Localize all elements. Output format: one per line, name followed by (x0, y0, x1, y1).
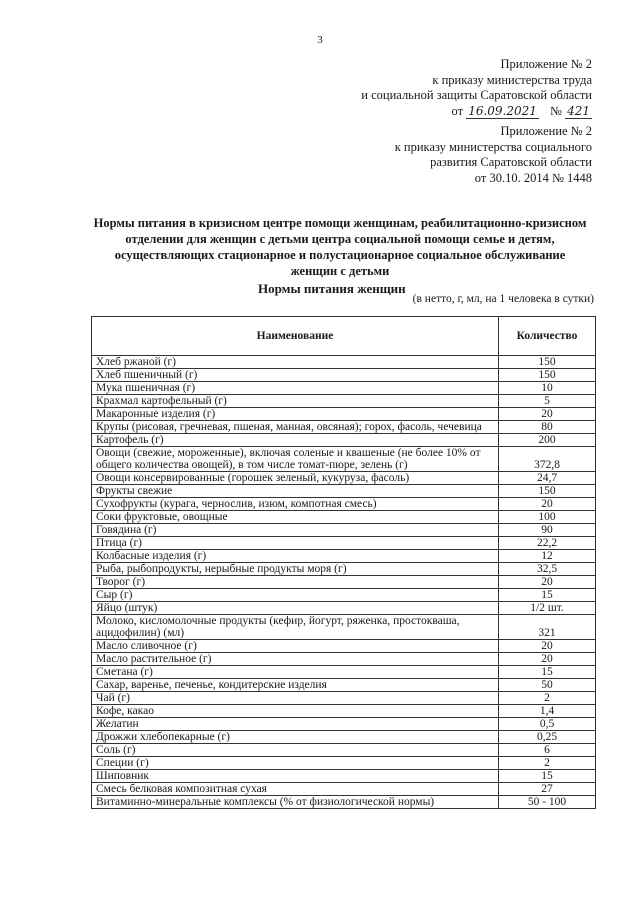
table-row (92, 602, 596, 615)
quantity-cell: 10 (499, 382, 596, 395)
table-row (92, 679, 596, 692)
product-name-cell: Крахмал картофельный (г) (92, 395, 499, 408)
table-row (92, 783, 596, 796)
quantity-cell: 32,5 (499, 563, 596, 576)
table-row (92, 447, 596, 472)
quantity-cell: 1,4 (499, 705, 596, 718)
product-name-cell: Рыба, рыбопродукты, нерыбные продукты моря (г) (92, 563, 499, 576)
quantity-cell: 150 (499, 485, 596, 498)
product-name-cell: Дрожжи хлебопекарные (г) (92, 731, 499, 744)
product-name-cell: Чай (г) (92, 692, 499, 705)
product-name-cell: Витаминно-минеральные комплексы (% от физиологической нормы) (92, 796, 499, 809)
product-name-cell: Картофель (г) (92, 434, 499, 447)
handwritten-number: 421 (567, 103, 590, 118)
quantity-cell: 20 (499, 408, 596, 421)
product-name-cell: Молоко, кисломолочные продукты (кефир, йогурт, ряженка, простокваша, ацидофилин) (мл) (92, 615, 499, 640)
quantity-cell: 20 (499, 576, 596, 589)
quantity-cell: 12 (499, 550, 596, 563)
quantity-cell: 150 (499, 356, 596, 369)
product-name-cell: Яйцо (штук) (92, 602, 499, 615)
appendix-order-line: к приказу министерства труда (432, 72, 592, 87)
page-number: 3 (317, 34, 323, 46)
table-row (92, 770, 596, 783)
quantity-cell: 20 (499, 640, 596, 653)
table-row (92, 369, 596, 382)
table-title: Нормы питания женщин (258, 281, 406, 296)
product-name-cell: Специи (г) (92, 757, 499, 770)
unit-note: (в нетто, г, мл, на 1 человека в сутки) (412, 293, 594, 305)
quantity-cell: 200 (499, 434, 596, 447)
quantity-cell: 24,7 (499, 472, 596, 485)
product-name-cell: Желатин (92, 718, 499, 731)
quantity-cell: 372,8 (499, 447, 596, 472)
document-title (80, 215, 600, 279)
quantity-cell: 1/2 шт. (499, 602, 596, 615)
product-name-cell: Мука пшеничная (г) (92, 382, 499, 395)
product-name-cell: Соки фруктовые, овощные (92, 511, 499, 524)
table-row (92, 692, 596, 705)
product-name-cell: Макаронные изделия (г) (92, 408, 499, 421)
table-row (92, 421, 596, 434)
product-name-cell: Сыр (г) (92, 589, 499, 602)
product-name-cell: Кофе, какао (92, 705, 499, 718)
table-row (92, 537, 596, 550)
table-row (92, 589, 596, 602)
product-name-cell: Творог (г) (92, 576, 499, 589)
table-body (92, 356, 596, 809)
product-name-cell: Соль (г) (92, 744, 499, 757)
norms-table (91, 316, 596, 809)
product-name-cell: Сметана (г) (92, 666, 499, 679)
table-row (92, 718, 596, 731)
quantity-cell: 50 (499, 679, 596, 692)
product-name-cell: Масло растительное (г) (92, 653, 499, 666)
product-name-cell: Овощи (свежие, мороженные), включая соленые и квашеные (не более 10% от общего количества овощей), в том числе томат-пюре, зелень (г) (92, 447, 499, 472)
quantity-cell: 6 (499, 744, 596, 757)
product-name-cell: Говядина (г) (92, 524, 499, 537)
product-name-cell: Сухофрукты (курага, чернослив, изюм, компотная смесь) (92, 498, 499, 511)
title-line: отделении для женщин с детьми центра социальной помощи семье и детям, (125, 232, 555, 246)
handwritten-date: 16.09.2021 (468, 103, 537, 118)
quantity-cell: 15 (499, 770, 596, 783)
appendix-date-line (361, 104, 592, 120)
product-name-cell: Шиповник (92, 770, 499, 783)
table-row (92, 472, 596, 485)
number-prefix: № (550, 103, 562, 118)
table-row (92, 550, 596, 563)
table-row (92, 395, 596, 408)
quantity-cell: 20 (499, 498, 596, 511)
table-row (92, 666, 596, 679)
table-row (92, 653, 596, 666)
quantity-cell: 2 (499, 692, 596, 705)
appendix-ministry-line: развития Саратовской области (430, 155, 592, 169)
product-name-cell: Хлеб пшеничный (г) (92, 369, 499, 382)
product-name-cell: Птица (г) (92, 537, 499, 550)
date-prefix: от (451, 103, 464, 118)
product-name-cell: Хлеб ржаной (г) (92, 356, 499, 369)
quantity-cell: 27 (499, 783, 596, 796)
appendix-block-original (395, 124, 592, 186)
product-name-cell: Фрукты свежие (92, 485, 499, 498)
table-row (92, 524, 596, 537)
appendix-label: Приложение № 2 (500, 124, 592, 138)
title-line: женщин с детьми (290, 264, 390, 278)
quantity-cell: 80 (499, 421, 596, 434)
appendix-block-current (361, 57, 592, 119)
table-row (92, 576, 596, 589)
table-row (92, 705, 596, 718)
table-row (92, 434, 596, 447)
quantity-cell: 0,5 (499, 718, 596, 731)
quantity-cell: 150 (499, 369, 596, 382)
quantity-cell: 5 (499, 395, 596, 408)
product-name-cell: Крупы (рисовая, гречневая, пшеная, манная, овсяная); горох, фасоль, чечевица (92, 421, 499, 434)
table-row (92, 757, 596, 770)
product-name-cell: Смесь белковая композитная сухая (92, 783, 499, 796)
table-row (92, 744, 596, 757)
table-row (92, 640, 596, 653)
table-row (92, 511, 596, 524)
quantity-cell: 2 (499, 757, 596, 770)
appendix-order-line: к приказу министерства социального (394, 139, 592, 154)
title-line: осуществляющих стационарное и полустационарное социальное обслуживание (114, 248, 566, 262)
quantity-cell: 50 - 100 (499, 796, 596, 809)
quantity-cell: 0,25 (499, 731, 596, 744)
table-row (92, 615, 596, 640)
title-line: Нормы питания в кризисном центре помощи женщинам, реабилитационно-кризисном (93, 216, 587, 230)
table-row (92, 731, 596, 744)
product-name-cell: Колбасные изделия (г) (92, 550, 499, 563)
product-name-cell: Овощи консервированные (горошек зеленый, кукуруза, фасоль) (92, 472, 499, 485)
table-row (92, 356, 596, 369)
table-row (92, 382, 596, 395)
quantity-cell: 20 (499, 653, 596, 666)
table-row (92, 498, 596, 511)
quantity-cell: 15 (499, 666, 596, 679)
quantity-cell: 100 (499, 511, 596, 524)
appendix-ministry-line: и социальной защиты Саратовской области (361, 88, 592, 102)
table-row (92, 485, 596, 498)
quantity-cell: 22,2 (499, 537, 596, 550)
appendix-date-line: от 30.10. 2014 № 1448 (474, 170, 592, 185)
header-name: Наименование (92, 317, 499, 356)
header-quantity: Количество (499, 317, 596, 356)
table-header-row (92, 317, 596, 356)
product-name-cell: Масло сливочное (г) (92, 640, 499, 653)
quantity-cell: 90 (499, 524, 596, 537)
quantity-cell: 321 (499, 615, 596, 640)
quantity-cell: 15 (499, 589, 596, 602)
product-name-cell: Сахар, варенье, печенье, кондитерские изделия (92, 679, 499, 692)
table-row (92, 796, 596, 809)
table-row (92, 408, 596, 421)
appendix-label: Приложение № 2 (500, 57, 592, 71)
table-row (92, 563, 596, 576)
